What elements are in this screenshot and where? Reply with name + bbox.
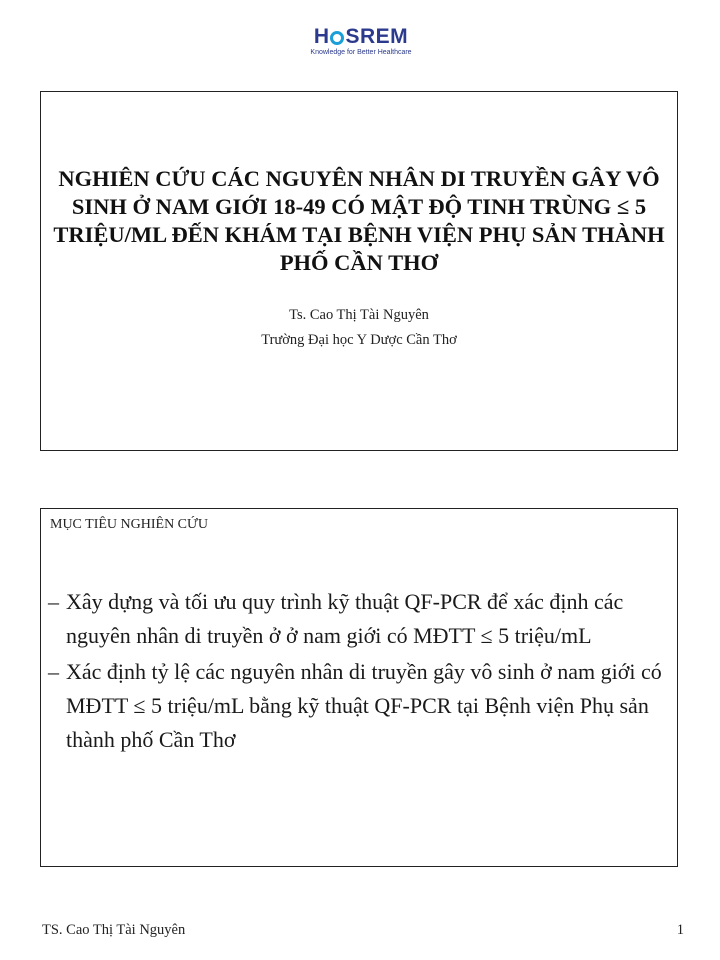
objectives-list (48, 585, 671, 759)
slide-title: NGHIÊN CỨU CÁC NGUYÊN NHÂN DI TRUYỀN GÂY VÔ SINH Ở NAM GIỚI 18-49 CÓ MẬT ĐỘ TINH TRÙNG ≤ 5 TRIỆU/ML ĐẾN KHÁM TẠI BỆNH VIỆN PHỤ SẢN THÀNH PHỐ CẦN THƠ (53, 166, 665, 275)
objective-text: Xây dựng và tối ưu quy trình kỹ thuật QF-PCR để xác định các nguyên nhân di truyền ở ở nam giới có MĐTT ≤ 5 triệu/mL (66, 589, 624, 648)
footer-author: TS. Cao Thị Tài Nguyên (42, 922, 186, 938)
objectives-slide (40, 508, 678, 867)
dash-bullet-icon: – (48, 589, 59, 614)
logo-wordmark-right: SREM (345, 25, 409, 48)
globe-icon (330, 31, 344, 45)
hosrem-logo (300, 24, 422, 62)
logo-wordmark-left: H (313, 25, 330, 48)
slide-author: Ts. Cao Thị Tài Nguyên (289, 307, 429, 323)
slide-affiliation: Trường Đại học Y Dược Cần Thơ (261, 332, 457, 348)
objective-item (48, 655, 671, 757)
logo-wordmark (300, 24, 422, 50)
title-slide (40, 91, 678, 451)
objective-item (48, 585, 671, 653)
page-number: 1 (676, 922, 684, 938)
objectives-heading: MỤC TIÊU NGHIÊN CỨU (50, 517, 208, 532)
dash-bullet-icon: – (48, 659, 59, 684)
objective-text: Xác định tỷ lệ các nguyên nhân di truyền gây vô sinh ở nam giới có MĐTT ≤ 5 triệu/mL bằng kỹ thuật QF-PCR tại Bệnh viện Phụ sản thành phố Cần Thơ (66, 659, 662, 752)
logo-tagline: Knowledge for Better Healthcare (310, 49, 412, 56)
